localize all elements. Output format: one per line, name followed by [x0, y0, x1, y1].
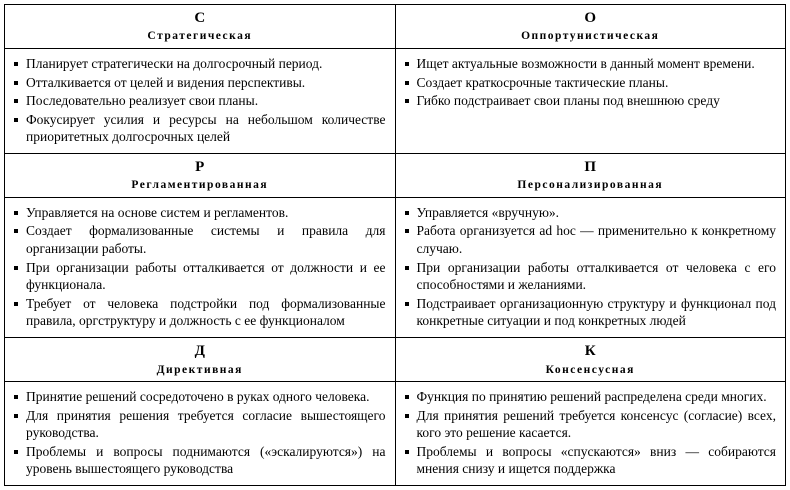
- header-cell-strategic: [5, 5, 396, 49]
- section-letter: К: [584, 342, 596, 359]
- content-row-regulated-personalized: [5, 197, 786, 337]
- section-letter: О: [584, 9, 597, 26]
- bullet-item: Проблемы и вопросы «спускаются» вниз — собираются мнения снизу и ищется поддержка: [403, 443, 777, 478]
- bullet-item: Управляется «вручную».: [403, 204, 777, 222]
- bullet-item: При организации работы отталкивается от должности и ее функционала.: [12, 259, 386, 294]
- section-letter: С: [194, 9, 206, 26]
- bullet-list: [12, 204, 386, 330]
- section-letter: Р: [195, 158, 205, 175]
- content-cell-personalized: [395, 197, 786, 337]
- bullet-item: Фокусирует усилия и ресурсы на небольшом количестве приоритетных долгосрочных целей: [12, 111, 386, 146]
- bullet-list: [12, 388, 386, 478]
- bullet-item: Отталкивается от целей и видения перспективы.: [12, 74, 386, 92]
- content-cell-regulated: [5, 197, 396, 337]
- content-row-directive-consensus: [5, 382, 786, 486]
- bullet-item: Принятие решений сосредоточено в руках одного человека.: [12, 388, 386, 406]
- bullet-item: Ищет актуальные возможности в данный момент времени.: [403, 55, 777, 73]
- section-title: Стратегическая: [147, 30, 253, 43]
- content-row-strategic-opportunistic: [5, 49, 786, 154]
- section-title: Директивная: [156, 363, 243, 376]
- culture-comparison-table: [4, 4, 786, 486]
- section-title: Оппортунистическая: [521, 30, 660, 43]
- section-title: Персонализированная: [517, 179, 664, 192]
- content-cell-strategic: [5, 49, 396, 154]
- section-letter: П: [584, 158, 597, 175]
- header-row-strategic-opportunistic: [5, 5, 786, 49]
- bullet-item: Гибко подстраивает свои планы под внешнюю среду: [403, 92, 777, 110]
- bullet-item: Работа организуется ad hoc — применительно к конкретному случаю.: [403, 222, 777, 257]
- bullet-item: Для принятия решений требуется консенсус (согласие) всех, кого это решение касается.: [403, 407, 777, 442]
- bullet-item: При организации работы отталкивается от человека с его способностями и желаниями.: [403, 259, 777, 294]
- bullet-list: [403, 204, 777, 330]
- bullet-item: Создает краткосрочные тактические планы.: [403, 74, 777, 92]
- bullet-list: [403, 55, 777, 110]
- content-cell-opportunistic: [395, 49, 786, 154]
- header-cell-opportunistic: [395, 5, 786, 49]
- header-row-directive-consensus: [5, 338, 786, 382]
- header-cell-personalized: [395, 153, 786, 197]
- bullet-item: Создает формализованные системы и правила для организации работы.: [12, 222, 386, 257]
- bullet-item: Последовательно реализует свои планы.: [12, 92, 386, 110]
- header-cell-regulated: [5, 153, 396, 197]
- section-title: Регламентированная: [131, 179, 269, 192]
- bullet-list: [12, 55, 386, 146]
- content-cell-directive: [5, 382, 396, 486]
- bullet-list: [403, 388, 777, 478]
- header-cell-consensus: [395, 338, 786, 382]
- bullet-item: Требует от человека подстройки под формализованные правила, оргструктуру и должность с ее функционалом: [12, 295, 386, 330]
- bullet-item: Проблемы и вопросы поднимаются («эскалируются») на уровень вышестоящего руководства: [12, 443, 386, 478]
- header-cell-directive: [5, 338, 396, 382]
- bullet-item: Подстраивает организационную структуру и функционал под конкретные ситуации и под конкретных людей: [403, 295, 777, 330]
- section-letter: Д: [194, 342, 205, 359]
- content-cell-consensus: [395, 382, 786, 486]
- bullet-item: Управляется на основе систем и регламентов.: [12, 204, 386, 222]
- header-row-regulated-personalized: [5, 153, 786, 197]
- bullet-item: Функция по принятию решений распределена среди многих.: [403, 388, 777, 406]
- bullet-item: Планирует стратегически на долгосрочный период.: [12, 55, 386, 73]
- section-title: Консенсусная: [545, 363, 635, 376]
- bullet-item: Для принятия решения требуется согласие вышестоящего руководства.: [12, 407, 386, 442]
